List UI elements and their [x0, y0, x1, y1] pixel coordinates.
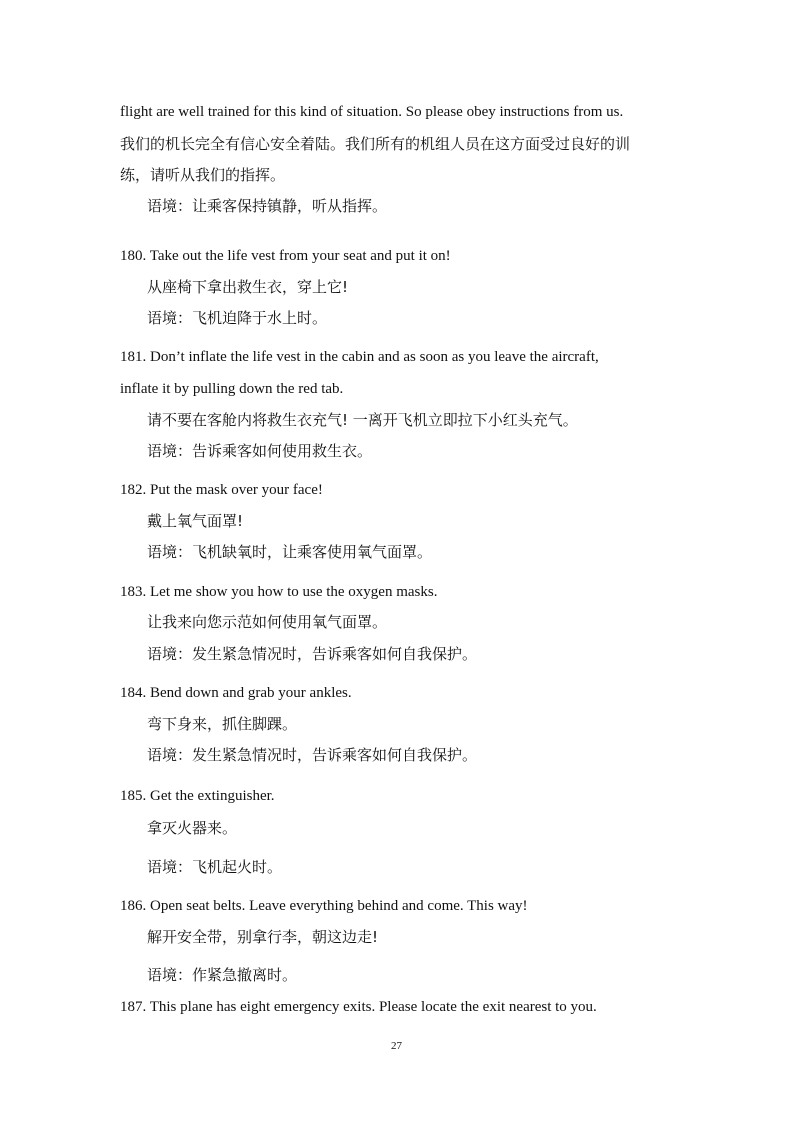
text-line: flight are well trained for this kind of situation. So please obey instructions from us.	[120, 104, 624, 120]
translation-line: 请不要在客舱内将救生衣充气! 一离开飞机立即拉下小红头充气。	[147, 411, 578, 429]
context-line: 语境：飞机缺氧时，让乘客使用氧气面罩。	[147, 543, 433, 561]
phrase-186: 186. Open seat belts. Leave everything behind and come. This way!	[120, 898, 528, 914]
translation-line: 解开安全带，别拿行李，朝这边走!	[147, 928, 379, 946]
translation-line: 戴上氧气面罩!	[147, 512, 244, 530]
context-line: 语境：作紧急撤离时。	[147, 966, 298, 984]
text-line: 练，请听从我们的指挥。	[120, 166, 286, 184]
page-number: 27	[391, 1040, 402, 1052]
text-line: 我们的机长完全有信心安全着陆。我们所有的机组人员在这方面受过良好的训	[120, 135, 631, 153]
translation-line: 从座椅下拿出救生衣，穿上它!	[147, 278, 349, 296]
translation-line: 拿灭火器来。	[147, 819, 238, 837]
phrase-180: 180. Take out the life vest from your seat and put it on!	[120, 248, 451, 264]
phrase-185: 185. Get the extinguisher.	[120, 788, 275, 804]
context-line: 语境：发生紧急情况时，告诉乘客如何自我保护。	[147, 645, 478, 663]
translation-line: 让我来向您示范如何使用氧气面罩。	[147, 613, 388, 631]
context-line: 语境：飞机起火时。	[147, 858, 283, 876]
phrase-187: 187. This plane has eight emergency exits. Please locate the exit nearest to you.	[120, 999, 597, 1015]
context-line: 语境：让乘客保持镇静，听从指挥。	[147, 197, 388, 215]
phrase-182: 182. Put the mask over your face!	[120, 482, 323, 498]
context-line: 语境：发生紧急情况时，告诉乘客如何自我保护。	[147, 746, 478, 764]
phrase-181: 181. Don’t inflate the life vest in the cabin and as soon as you leave the aircraft,	[120, 349, 599, 365]
translation-line: 弯下身来，抓住脚踝。	[147, 715, 298, 733]
context-line: 语境：飞机迫降于水上时。	[147, 309, 328, 327]
phrase-184: 184. Bend down and grab your ankles.	[120, 685, 352, 701]
context-line: 语境：告诉乘客如何使用救生衣。	[147, 442, 373, 460]
phrase-183: 183. Let me show you how to use the oxygen masks.	[120, 584, 438, 600]
text-line: inflate it by pulling down the red tab.	[120, 381, 344, 397]
